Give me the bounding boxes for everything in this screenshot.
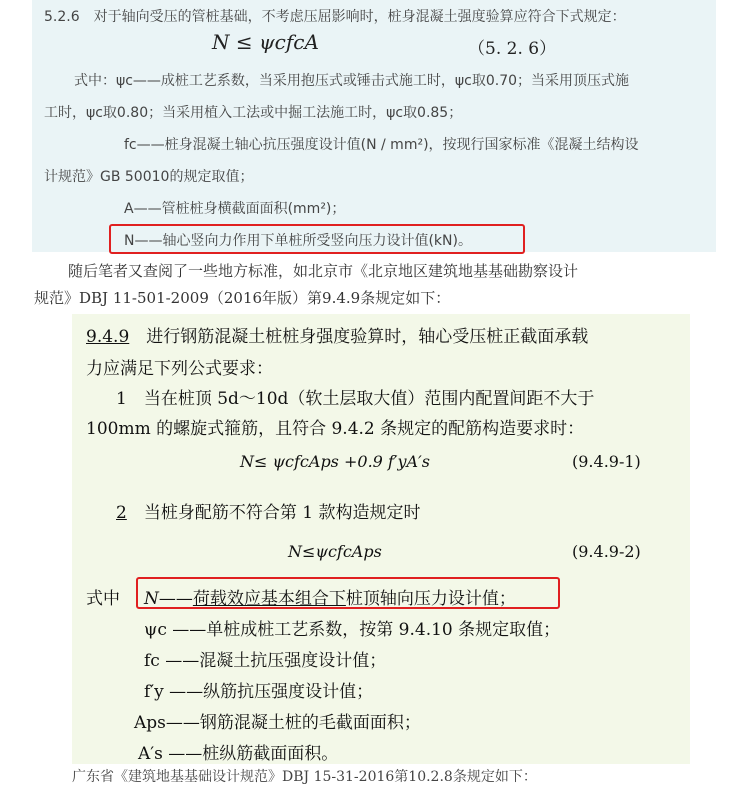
clause-text: 进行钢筋混凝土桩桩身强度验算时，轴心受压桩正截面承载: [129, 327, 589, 347]
def-N-rest: 桩顶轴向压力设计值；: [345, 589, 516, 609]
formula-9-4-9-1: N≤ ψcfcAps +0.9 f′yA′s: [240, 452, 430, 471]
def-N-underlined: 荷载效应基本组合下: [192, 589, 346, 609]
middle-paragraph-line1: 随后笔者又查阅了一些地方标准，如北京市《北京地区建筑地基基础勘察设计: [68, 262, 579, 280]
def-As: A′s ——桩纵筋截面面积。: [138, 744, 339, 764]
def-fc-line2: 计规范》GB 50010的规定取值；: [44, 169, 254, 185]
clause-9-4-9-line1: [86, 322, 588, 347]
clause-5-2-6-heading: 5.2.6 对于轴向受压的管桩基础，不考虑压屈影响时，桩身混凝土强度验算应符合下式规定：: [44, 9, 626, 25]
def-N: N——轴心竖向力作用下单桩所受竖向压力设计值(kN)。: [124, 233, 472, 249]
highlight-box-def-N: [109, 224, 525, 254]
def-fc-line1: fc——桩身混凝土轴心抗压强度设计值(N / mm²)，按现行国家标准《混凝土结构设: [124, 137, 639, 153]
formula-9-4-9-2: N≤ψcfcAps: [288, 542, 382, 561]
item2-number: 2: [116, 503, 127, 523]
item1-line2: 100mm 的螺旋式箍筋，且符合 9.4.2 条规定的配筋构造要求时：: [86, 419, 585, 439]
middle-paragraph-line2: 规范》DBJ 11-501-2009（2016年版）第9.4.9条规定如下：: [34, 289, 451, 307]
formula-number-9-4-9-2: (9.4.9-2): [572, 542, 641, 561]
def-psi-c-line2: 工时，ψc取0.80；当采用植入工法或中掘工法施工时，ψc取0.85；: [44, 105, 463, 121]
bottom-paragraph: 广东省《建筑地基基础设计规范》DBJ 15-31-2016第10.2.8条规定如下：: [72, 769, 537, 785]
highlight-box-def-N-9-4-9: [136, 577, 560, 609]
def-fy: f′y ——纵筋抗压强度设计值；: [144, 682, 374, 702]
formula-5-2-6: N ≤ ψcfcA: [212, 30, 319, 54]
where-label: 式中: [86, 589, 120, 609]
def-N-symbol: N: [144, 589, 159, 609]
def-psi-c-line1: 式中：ψc——成桩工艺系数，当采用抱压式或锤击式施工时，ψc取0.70；当采用顶压式施: [74, 73, 630, 89]
formula-number-9-4-9-1: (9.4.9-1): [572, 452, 641, 471]
item1-line1: 1 当在桩顶 5d～10d（软土层取大值）范围内配置间距不大于: [116, 389, 595, 409]
def-A: A——管桩桩身横截面面积(mm²)；: [124, 201, 346, 217]
item2-text: 当桩身配筋不符合第 1 款构造规定时: [126, 503, 421, 523]
item2-line: [116, 498, 420, 523]
def-N-dash: ——: [158, 589, 193, 609]
formula-number-5-2-6: （5. 2. 6）: [468, 39, 557, 59]
clause-number: 9.4.9: [86, 327, 130, 347]
clause-9-4-9-line2: 力应满足下列公式要求：: [86, 359, 273, 379]
excerpt-9-4-9: [72, 314, 690, 764]
def-Aps: Aps——钢筋混凝土桩的毛截面面积；: [134, 713, 421, 733]
def-fc: fc ——混凝土抗压强度设计值；: [144, 651, 387, 671]
def-psi-c: ψc ——单桩成桩工艺系数，按第 9.4.10 条规定取值；: [144, 620, 561, 640]
excerpt-5-2-6: [32, 0, 716, 252]
